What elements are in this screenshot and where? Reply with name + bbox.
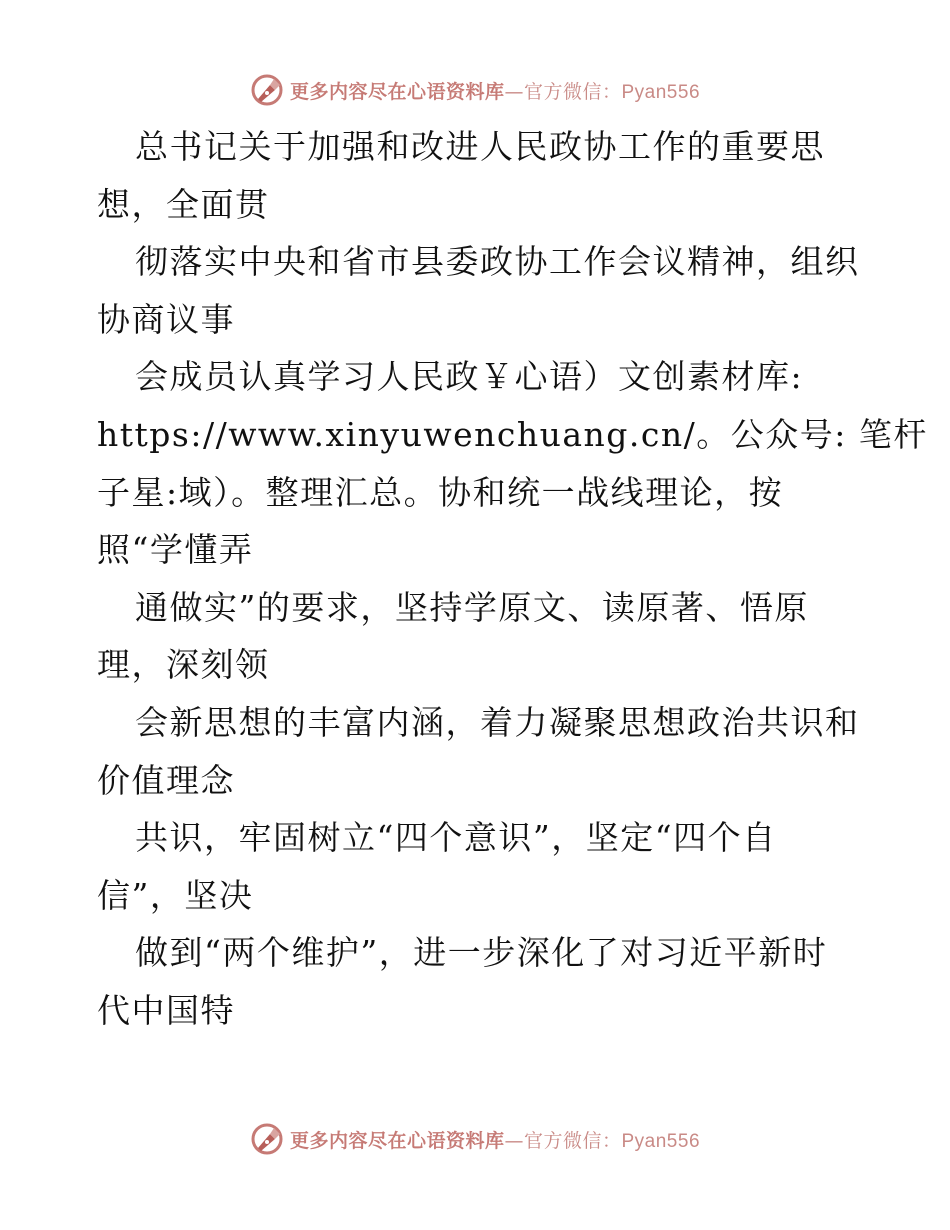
banner-contact-label: 官方微信： <box>523 1129 622 1152</box>
text-line: 彻落实中央和省市县委政协工作会议精神，组织 <box>135 242 860 282</box>
banner-brand: 更多内容尽在心语资料库 <box>289 80 505 103</box>
text-line: 共识，牢固树立“四个意识”，坚定“四个自 <box>135 818 777 858</box>
text-line: 通做实”的要求，坚持学原文、读原著、悟原 <box>135 587 809 627</box>
banner-contact-label: 官方微信： <box>523 80 622 103</box>
document-body <box>97 118 928 1040</box>
banner-contact-id: Pyan556 <box>621 81 701 103</box>
text-line: 协商议事 <box>97 299 235 339</box>
banner-text <box>290 1126 700 1153</box>
banner-text <box>290 77 700 104</box>
text-line: 会成员认真学习人民政￥心语）文创素材库: <box>135 357 804 397</box>
banner-contact-id: Pyan556 <box>621 1130 701 1152</box>
text-line: 信”，坚决 <box>97 875 254 915</box>
banner-separator: — <box>504 1129 524 1152</box>
text-line: 代中国特 <box>97 990 235 1030</box>
pen-nib-circle-icon <box>250 1122 284 1156</box>
text-line: https://www.xinyuwenchuang.cn/。公众号: 笔杆 <box>97 414 928 454</box>
text-line: 理，深刻领 <box>97 645 270 685</box>
text-line: 想，全面贯 <box>97 184 270 224</box>
banner-brand: 更多内容尽在心语资料库 <box>289 1129 505 1152</box>
text-line: 价值理念 <box>97 760 235 800</box>
text-line: 做到“两个维护”，进一步深化了对习近平新时 <box>135 933 828 973</box>
text-line: 总书记关于加强和改进人民政协工作的重要思 <box>135 127 825 166</box>
pen-nib-circle-icon <box>250 73 284 107</box>
text-line: 会新思想的丰富内涵，着力凝聚思想政治共识和 <box>135 702 860 742</box>
text-line: 照“学懂弄 <box>97 530 254 570</box>
footer-banner <box>0 1119 950 1159</box>
text-line: 子星:域）。整理汇总。协和统一战线理论，按 <box>97 472 784 512</box>
header-banner <box>0 70 950 110</box>
banner-separator: — <box>504 80 524 103</box>
